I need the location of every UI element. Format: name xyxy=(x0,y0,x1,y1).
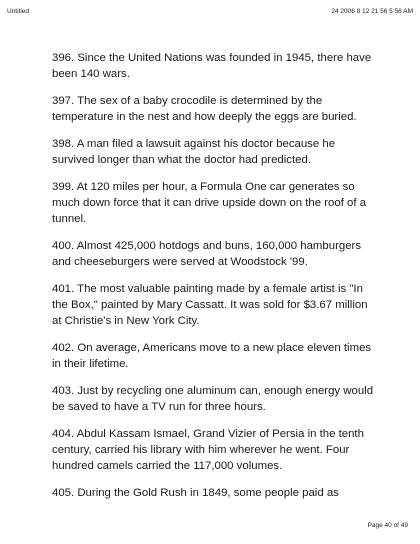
fact-400: 400. Almost 425,000 hotdogs and buns, 160,000 hamburgers and cheeseburgers were served at Woodstock '99. xyxy=(52,240,362,268)
fact-401: 401. The most valuable painting made by a female artist is "In the Box," painted by Mary Cassatt. It was sold for $3.67 million at Christie's in New York City. xyxy=(52,283,368,327)
fact-399: 399. At 120 miles per hour, a Formula One car generates so much down force that it can drive upside down on the roof of a tunnel. xyxy=(52,181,367,225)
fact-403: 403. Just by recycling one aluminum can, enough energy would be saved to have a TV run for three hours. xyxy=(52,385,374,413)
fact-402: 402. On average, Americans move to a new place eleven times in their lifetime. xyxy=(52,342,372,370)
fact-397: 397. The sex of a baby crocodile is determined by the temperature in the nest and how deeply the eggs are buried. xyxy=(52,95,357,123)
fact-396: 396. Since the United Nations was founded in 1945, there have been 140 wars. xyxy=(52,52,372,80)
page-number: Page 40 of 49 xyxy=(367,522,408,529)
fact-404: 404. Abdul Kassam Ismael, Grand Vizier of Persia in the tenth century, carried his library with him wherever he went. Four hundred camels carried the 117,000 volumes. xyxy=(52,428,364,472)
document-title: Untitled xyxy=(7,8,30,15)
fact-398: 398. A man filed a lawsuit against his doctor because he survived longer than what the doctor had predicted. xyxy=(52,138,336,166)
print-timestamp: 24 2006 8 12 21 56 5:56 AM xyxy=(331,8,413,15)
fact-405: 405. During the Gold Rush in 1849, some people paid as xyxy=(52,487,339,499)
facts-list xyxy=(52,50,378,512)
